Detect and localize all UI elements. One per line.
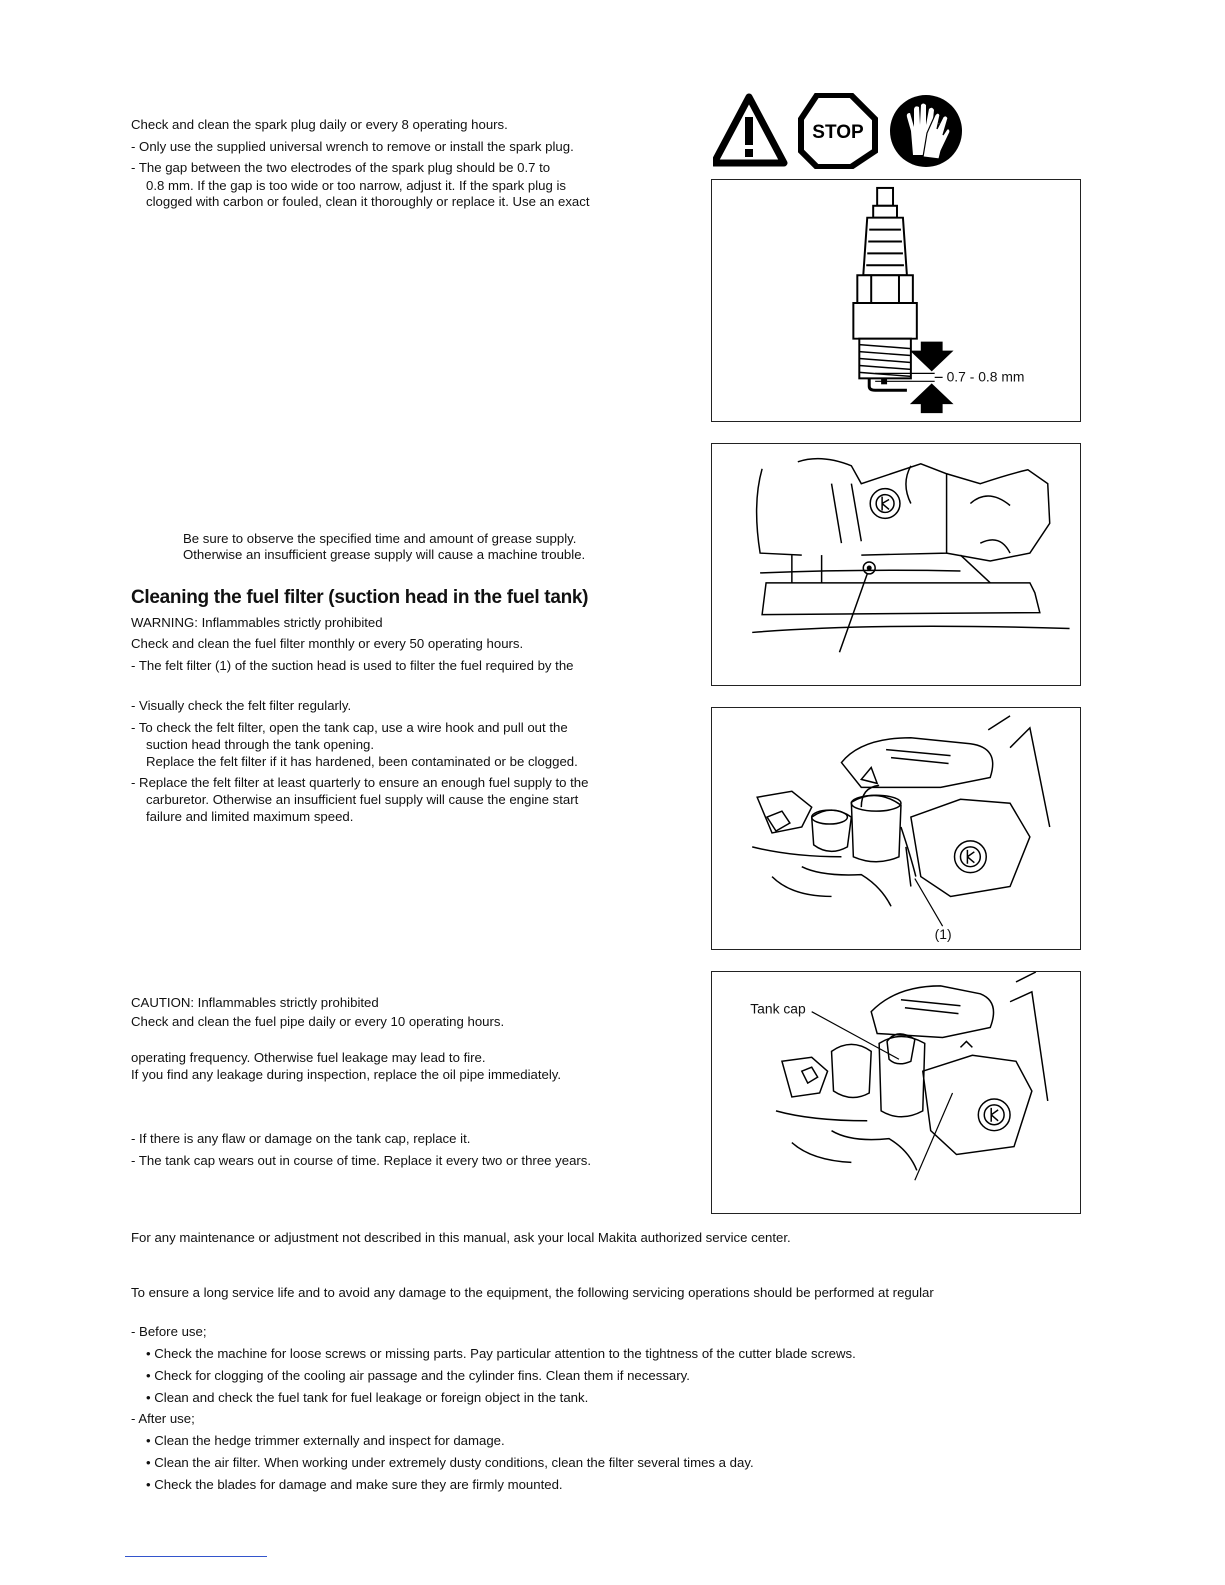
- gloves-icon: [890, 95, 962, 167]
- spark-plug-wrench-item: - Only use the supplied universal wrench to remove or install the spark plug.: [131, 139, 574, 154]
- spark-plug-figure: [711, 179, 1081, 422]
- fuel-filter-warning: WARNING: Inflammables strictly prohibited: [131, 615, 383, 630]
- gap-measurement-label: 0.7 - 0.8 mm: [946, 368, 1025, 385]
- after-use-item-2: • Clean the air filter. When working under extremely dusty conditions, clean the filter several times a day.: [146, 1455, 754, 1470]
- before-use-item-3: • Clean and check the fuel tank for fuel leakage or foreign object in the tank.: [146, 1390, 589, 1405]
- maintenance-intro: To ensure a long service life and to avoid any damage to the equipment, the following servicing operations should be performed at regular: [131, 1285, 934, 1300]
- fuel-filter-item-3: - To check the felt filter, open the tank cap, use a wire hook and pull out the: [131, 720, 568, 735]
- fuel-filter-item-4-cont-2: failure and limited maximum speed.: [146, 809, 354, 824]
- spark-plug-gap-item: - The gap between the two electrodes of the spark plug should be 0.7 to: [131, 160, 551, 175]
- stop-sign-icon: [801, 95, 875, 167]
- maintenance-service-center: For any maintenance or adjustment not described in this manual, ask your local Makita authorized service center.: [131, 1230, 791, 1245]
- grease-point-figure: [711, 443, 1081, 686]
- fuel-pipe-frequency: operating frequency. Otherwise fuel leakage may lead to fire.: [131, 1050, 486, 1065]
- before-use-item-1: • Check the machine for loose screws or missing parts. Pay particular attention to the tightness of the cutter blade screws.: [146, 1346, 856, 1361]
- fuel-filter-heading: Cleaning the fuel filter (suction head in the fuel tank): [131, 587, 589, 608]
- before-use-item-2: • Check for clogging of the cooling air passage and the cylinder fins. Clean them if necessary.: [146, 1368, 690, 1383]
- fuel-pipe-caution: CAUTION: Inflammables strictly prohibited: [131, 995, 379, 1010]
- after-use-item-1: • Clean the hedge trimmer externally and inspect for damage.: [146, 1433, 505, 1448]
- fuel-pipe-leakage: If you find any leakage during inspection, replace the oil pipe immediately.: [131, 1067, 562, 1082]
- fuel-filter-item-4: - Replace the felt filter at least quarterly to ensure an enough fuel supply to the: [131, 775, 589, 790]
- fuel-filter-interval: Check and clean the fuel filter monthly or every 50 operating hours.: [131, 636, 524, 651]
- fuel-filter-item-3-cont-2: Replace the felt filter if it has hardened, been contaminated or be clogged.: [146, 754, 578, 769]
- fuel-filter-item-1: - The felt filter (1) of the suction head is used to filter the fuel required by the: [131, 658, 574, 673]
- spark-plug-intro: Check and clean the spark plug daily or every 8 operating hours.: [131, 117, 508, 132]
- warning-triangle-icon: [714, 97, 784, 163]
- grease-note-line-1: Be sure to observe the specified time and amount of grease supply.: [183, 531, 577, 546]
- grease-note-line-2: Otherwise an insufficient grease supply will cause a machine trouble.: [183, 547, 586, 562]
- fuel-filter-item-3-cont-1: suction head through the tank opening.: [146, 737, 375, 752]
- spark-plug-gap-item-cont-1: 0.8 mm. If the gap is too wide or too narrow, adjust it. If the spark plug is: [146, 178, 567, 193]
- tank-cap-figure: [711, 971, 1081, 1214]
- tank-cap-item-2: - The tank cap wears out in course of time. Replace it every two or three years.: [131, 1153, 592, 1168]
- fuel-filter-item-4-cont-1: carburetor. Otherwise an insufficient fuel supply will cause the engine start: [146, 792, 579, 807]
- spark-plug-gap-item-cont-2: clogged with carbon or fouled, clean it thoroughly or replace it. Use an exact: [146, 194, 590, 209]
- fuel-filter-item-2: - Visually check the felt filter regularly.: [131, 698, 352, 713]
- before-use-heading: - Before use;: [131, 1324, 207, 1339]
- svg-text:STOP: STOP: [812, 122, 864, 143]
- tank-cap-callout: Tank cap: [750, 1000, 806, 1017]
- footer-rule: [125, 1556, 267, 1557]
- fuel-filter-figure: [711, 707, 1081, 950]
- felt-filter-callout: (1): [934, 926, 952, 943]
- fuel-pipe-interval: Check and clean the fuel pipe daily or every 10 operating hours.: [131, 1014, 505, 1029]
- safety-icons: [713, 93, 965, 169]
- after-use-item-3: • Check the blades for damage and make sure they are firmly mounted.: [146, 1477, 563, 1492]
- tank-cap-item-1: - If there is any flaw or damage on the tank cap, replace it.: [131, 1131, 471, 1146]
- after-use-heading: - After use;: [131, 1411, 195, 1426]
